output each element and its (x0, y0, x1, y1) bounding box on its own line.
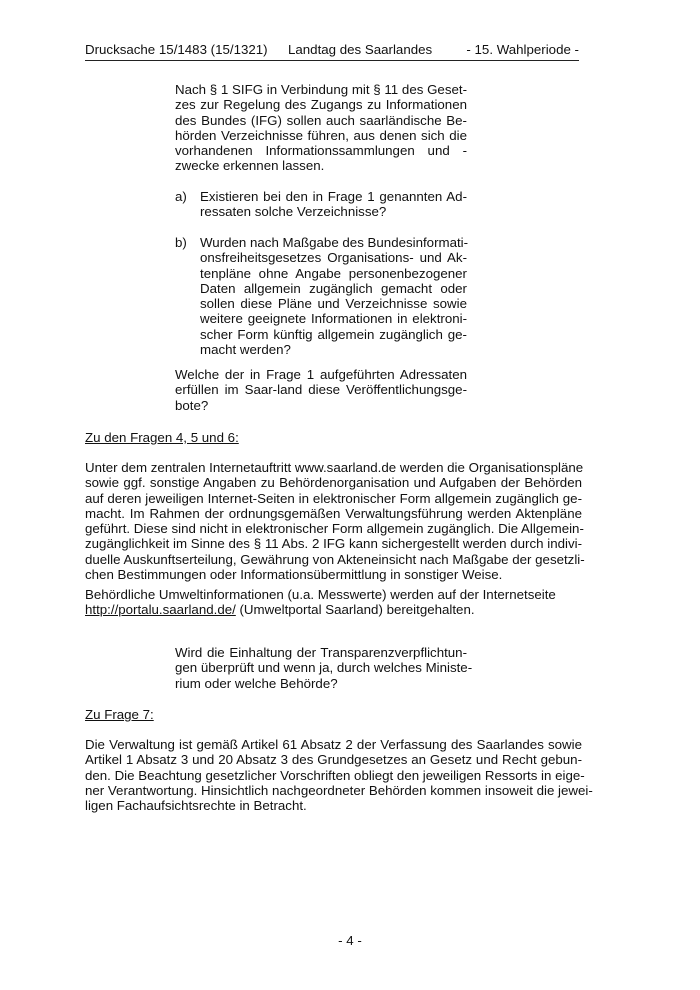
line: Artikel 1 Absatz 3 und 20 Absatz 3 des Grundgesetzes an Gesetz und Recht gebun- (85, 752, 582, 768)
answer-4-5-6-environment (85, 587, 582, 618)
line: ressaten solche Verzeichnisse? (200, 204, 387, 220)
line: Nach § 1 SIFG in Verbindung mit § 11 des Geset- (175, 82, 467, 97)
line: ner Verantwortung. Hinsichtlich nachgeordneter Behörden kommen insoweit die jewei- (85, 782, 593, 798)
answer-paragraph (85, 737, 593, 814)
legislative-period: - 15. Wahlperiode - (466, 42, 579, 57)
page-number: - 4 - (338, 933, 362, 948)
line: des Bundes (IFG) sollen auch saarländische Be- (175, 112, 467, 128)
umweltportal-link[interactable]: http://portalu.saarland.de/ (85, 602, 236, 618)
line: geführt. Diese sind nicht in elektronischer Form allgemein zugänglich. Die Allgemein- (85, 521, 584, 537)
line: sowie ggf. sonstige Angaben zu Behördenorganisation und Aufgaben der Behörden (85, 475, 582, 491)
list-item (175, 235, 467, 357)
line: zugänglichkeit im Sinne des § 11 Abs. 2 IFG kann sichergestellt werden durch indivi- (85, 536, 582, 552)
line: Wird die Einhaltung der Transparenzverpflichtun- (175, 645, 467, 660)
line: Existieren bei den in Frage 1 genannten Ad- (200, 189, 467, 204)
line: tenpläne ohne Angabe personenbezogener (200, 265, 467, 281)
line: zwecke erkennen lassen. (175, 158, 325, 174)
line: Die Verwaltung ist gemäß Artikel 61 Absatz 2 der Verfassung des Saarlandes sowie (85, 737, 582, 752)
answer-paragraph (85, 587, 582, 618)
parliament-name: Landtag des Saarlandes (288, 42, 433, 57)
section-heading-4-5-6: Zu den Fragen 4, 5 und 6: (85, 430, 239, 445)
question-c (175, 367, 467, 413)
line: rium oder welche Behörde? (175, 675, 338, 691)
line: bote? (175, 397, 209, 413)
line: onsfreiheitsgesetzes Organisations- und Ak- (200, 250, 467, 266)
line: Wurden nach Maßgabe des Bundesinformati- (200, 235, 469, 250)
line-rest: (Umweltportal Saarland) bereitgehalten. (235, 602, 475, 618)
question-b (175, 235, 467, 357)
line: Daten allgemein zugänglich gemacht oder (200, 280, 467, 296)
line: zes zur Regelung des Zugangs zu Informationen (175, 97, 467, 113)
line: sollen diese Pläne und Verzeichnisse sowie (200, 296, 467, 312)
line: erfüllen im Saar-land diese Veröffentlichungsge- (175, 382, 467, 398)
line: vorhandenen Informationssammlungen und - (175, 143, 467, 159)
answer-7 (85, 737, 593, 814)
line: weitere geeignete Informationen in elektroni- (200, 311, 467, 327)
list-marker: a) (175, 189, 187, 204)
question-7-text (175, 645, 473, 691)
line: macht werden? (200, 342, 291, 358)
answer-4-5-6 (85, 460, 585, 583)
list-marker: b) (175, 235, 187, 250)
line: den. Die Beachtung gesetzlicher Vorschriften obliegt den jeweiligen Ressorts in eige- (85, 767, 585, 783)
line: Welche der in Frage 1 aufgeführten Adressaten (175, 367, 467, 382)
section-heading-7: Zu Frage 7: (85, 707, 154, 722)
line: gen überprüft und wenn ja, durch welches Ministe- (175, 660, 473, 676)
line: ligen Fachaufsichtsrechte in Betracht. (85, 798, 307, 814)
question-7 (175, 645, 473, 691)
page-header (85, 40, 579, 61)
question-intro (175, 82, 467, 174)
line: auf deren jeweiligen Internet-Seiten in elektronischer Form allgemein zugänglich ge- (85, 490, 582, 506)
line: macht. Im Rahmen der ordnungsgemäßen Verwaltungsführung werden Aktenpläne (85, 505, 582, 521)
line: scher Form künftig allgemein zugänglich ge- (200, 326, 467, 342)
document-number: Drucksache 15/1483 (15/1321) (85, 42, 268, 57)
answer-paragraph (85, 460, 585, 583)
line: Behördliche Umweltinformationen (u.a. Messwerte) werden auf der Internetseite (85, 587, 556, 602)
line: hörden Verzeichnisse führen, aus denen sich die (175, 127, 467, 143)
question-c-text (175, 367, 467, 413)
line: chen Bestimmungen oder Informationsübermittlung in sonstiger Weise. (85, 567, 503, 583)
line: duelle Auskunftserteilung, Gewährung von Akteneinsicht nach Maßgabe der gesetzli- (85, 551, 585, 567)
question-a (175, 189, 467, 220)
list-item (175, 189, 467, 220)
line: Unter dem zentralen Internetauftritt www.saarland.de werden die Organisationspläne (85, 460, 584, 475)
question-intro-text (175, 82, 467, 174)
